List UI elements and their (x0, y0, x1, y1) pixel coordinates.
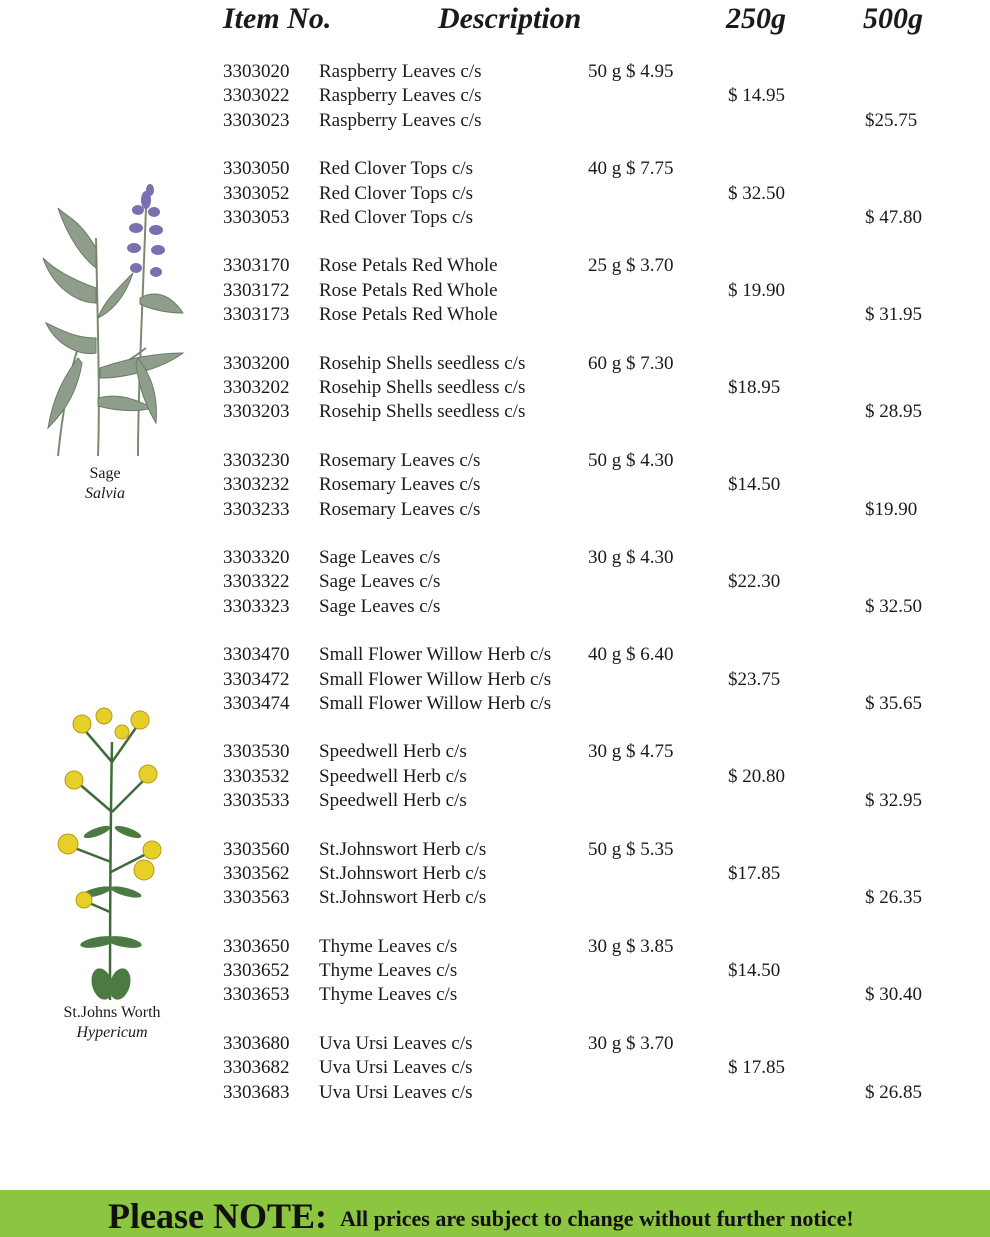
price-500g: $ 26.35 (865, 887, 922, 909)
sample-price: 40 g $ 7.75 (588, 158, 674, 180)
item-description: Speedwell Herb c/s (319, 741, 467, 763)
item-description: Uva Ursi Leaves c/s (319, 1032, 473, 1054)
item-number: 3303053 (223, 206, 290, 228)
notice-text: All prices are subject to change without further notice! (340, 1206, 854, 1231)
product-group (0, 1032, 990, 1129)
item-number: 3303323 (223, 595, 290, 617)
item-description: Speedwell Herb c/s (319, 765, 467, 787)
item-description: Raspberry Leaves c/s (319, 85, 482, 107)
sample-price: 50 g $ 4.30 (588, 449, 674, 471)
st-johns-common-name: St.Johns Worth (63, 1004, 161, 1021)
sample-price: 25 g $ 3.70 (588, 255, 674, 277)
sample-price: 50 g $ 5.35 (588, 838, 674, 860)
table-row (0, 60, 990, 84)
item-description: St.Johnswort Herb c/s (319, 862, 487, 884)
notice-title: Please NOTE: (108, 1196, 327, 1236)
item-number: 3303472 (223, 668, 290, 690)
sample-price: 50 g $ 4.95 (588, 61, 674, 82)
item-number: 3303203 (223, 401, 290, 423)
item-number: 3303232 (223, 474, 290, 496)
price-250g: $17.85 (728, 862, 781, 884)
price-500g: $ 28.95 (865, 401, 922, 423)
item-number: 3303652 (223, 960, 290, 982)
item-description: Raspberry Leaves c/s (319, 109, 482, 131)
table-row (0, 668, 990, 692)
price-500g: $ 26.85 (865, 1081, 922, 1103)
column-header-500g: 500g (863, 2, 923, 35)
sage-common-name: Sage (89, 465, 121, 482)
item-description: Red Clover Tops c/s (319, 182, 474, 204)
item-description: Small Flower Willow Herb c/s (319, 668, 552, 690)
item-number: 3303200 (223, 352, 290, 374)
price-250g: $ 14.95 (728, 85, 785, 107)
table-row (0, 546, 990, 570)
st-johns-latin-name: Hypericum (76, 1024, 148, 1041)
item-description: Thyme Leaves c/s (319, 935, 458, 957)
item-number: 3303320 (223, 546, 290, 568)
price-500g: $19.90 (865, 498, 918, 520)
item-description: Small Flower Willow Herb c/s (319, 692, 552, 714)
sage-plant-icon (38, 178, 188, 458)
item-number: 3303022 (223, 85, 290, 107)
item-number: 3303470 (223, 644, 290, 666)
item-number: 3303682 (223, 1057, 290, 1079)
price-250g: $ 19.90 (728, 279, 785, 301)
item-number: 3303020 (223, 61, 290, 82)
item-description: Speedwell Herb c/s (319, 790, 467, 812)
price-500g: $ 32.50 (865, 595, 922, 617)
item-number: 3303533 (223, 790, 290, 812)
item-number: 3303560 (223, 838, 290, 860)
sample-price: 60 g $ 7.30 (588, 352, 674, 374)
price-250g: $23.75 (728, 668, 781, 690)
price-500g: $ 47.80 (865, 206, 922, 228)
price-250g: $ 32.50 (728, 182, 785, 204)
item-description: Raspberry Leaves c/s (319, 61, 482, 82)
table-row (0, 1056, 990, 1080)
item-number: 3303230 (223, 449, 290, 471)
st-johns-caption (42, 1003, 182, 1043)
price-250g: $14.50 (728, 474, 781, 496)
item-number: 3303653 (223, 984, 290, 1006)
item-number: 3303474 (223, 692, 290, 714)
item-description: Rosehip Shells seedless c/s (319, 401, 526, 423)
item-description: Small Flower Willow Herb c/s (319, 644, 552, 666)
item-description: Red Clover Tops c/s (319, 158, 474, 180)
column-header-description: Description (438, 2, 582, 35)
item-number: 3303170 (223, 255, 290, 277)
product-group (0, 60, 990, 157)
item-number: 3303172 (223, 279, 290, 301)
sample-price: 30 g $ 3.85 (588, 935, 674, 957)
table-row (0, 643, 990, 667)
price-500g: $ 32.95 (865, 790, 922, 812)
item-description: Rosehip Shells seedless c/s (319, 352, 526, 374)
table-row (0, 1081, 990, 1105)
table-row (0, 84, 990, 108)
item-number: 3303532 (223, 765, 290, 787)
price-250g: $14.50 (728, 960, 781, 982)
item-description: Rose Petals Red Whole (319, 255, 498, 277)
item-description: Uva Ursi Leaves c/s (319, 1081, 473, 1103)
price-250g: $ 20.80 (728, 765, 785, 787)
item-number: 3303052 (223, 182, 290, 204)
item-description: Rose Petals Red Whole (319, 304, 498, 326)
price-500g: $ 30.40 (865, 984, 922, 1006)
item-number: 3303562 (223, 862, 290, 884)
table-row (0, 570, 990, 594)
price-500g: $ 31.95 (865, 304, 922, 326)
item-description: Red Clover Tops c/s (319, 206, 474, 228)
column-header-250g: 250g (726, 2, 786, 35)
item-number: 3303650 (223, 935, 290, 957)
price-250g: $ 17.85 (728, 1057, 785, 1079)
price-500g: $ 35.65 (865, 692, 922, 714)
price-500g: $25.75 (865, 109, 918, 131)
item-description: Uva Ursi Leaves c/s (319, 1057, 473, 1079)
table-row (0, 109, 990, 133)
item-number: 3303173 (223, 304, 290, 326)
price-250g: $22.30 (728, 571, 781, 593)
item-description: Rose Petals Red Whole (319, 279, 498, 301)
item-description: St.Johnswort Herb c/s (319, 838, 487, 860)
item-number: 3303680 (223, 1032, 290, 1054)
product-group (0, 546, 990, 643)
item-number: 3303023 (223, 109, 290, 131)
item-description: Thyme Leaves c/s (319, 960, 458, 982)
column-header-item-no: Item No. (223, 2, 332, 35)
sage-latin-name: Salvia (85, 485, 125, 502)
item-number: 3303322 (223, 571, 290, 593)
item-description: Rosehip Shells seedless c/s (319, 376, 526, 398)
item-description: Sage Leaves c/s (319, 546, 441, 568)
sample-price: 30 g $ 4.30 (588, 546, 674, 568)
price-250g: $18.95 (728, 376, 781, 398)
sample-price: 40 g $ 6.40 (588, 644, 674, 666)
item-description: Rosemary Leaves c/s (319, 449, 481, 471)
item-number: 3303233 (223, 498, 290, 520)
item-number: 3303530 (223, 741, 290, 763)
item-description: St.Johnswort Herb c/s (319, 887, 487, 909)
item-description: Rosemary Leaves c/s (319, 498, 481, 520)
sage-caption (55, 464, 155, 504)
sample-price: 30 g $ 4.75 (588, 741, 674, 763)
item-description: Sage Leaves c/s (319, 571, 441, 593)
item-description: Sage Leaves c/s (319, 595, 441, 617)
item-number: 3303202 (223, 376, 290, 398)
item-number: 3303683 (223, 1081, 290, 1103)
sample-price: 30 g $ 3.70 (588, 1032, 674, 1054)
table-row (0, 595, 990, 619)
st-johns-wort-plant-icon (52, 702, 170, 1002)
item-description: Rosemary Leaves c/s (319, 474, 481, 496)
item-number: 3303050 (223, 158, 290, 180)
item-number: 3303563 (223, 887, 290, 909)
item-description: Thyme Leaves c/s (319, 984, 458, 1006)
